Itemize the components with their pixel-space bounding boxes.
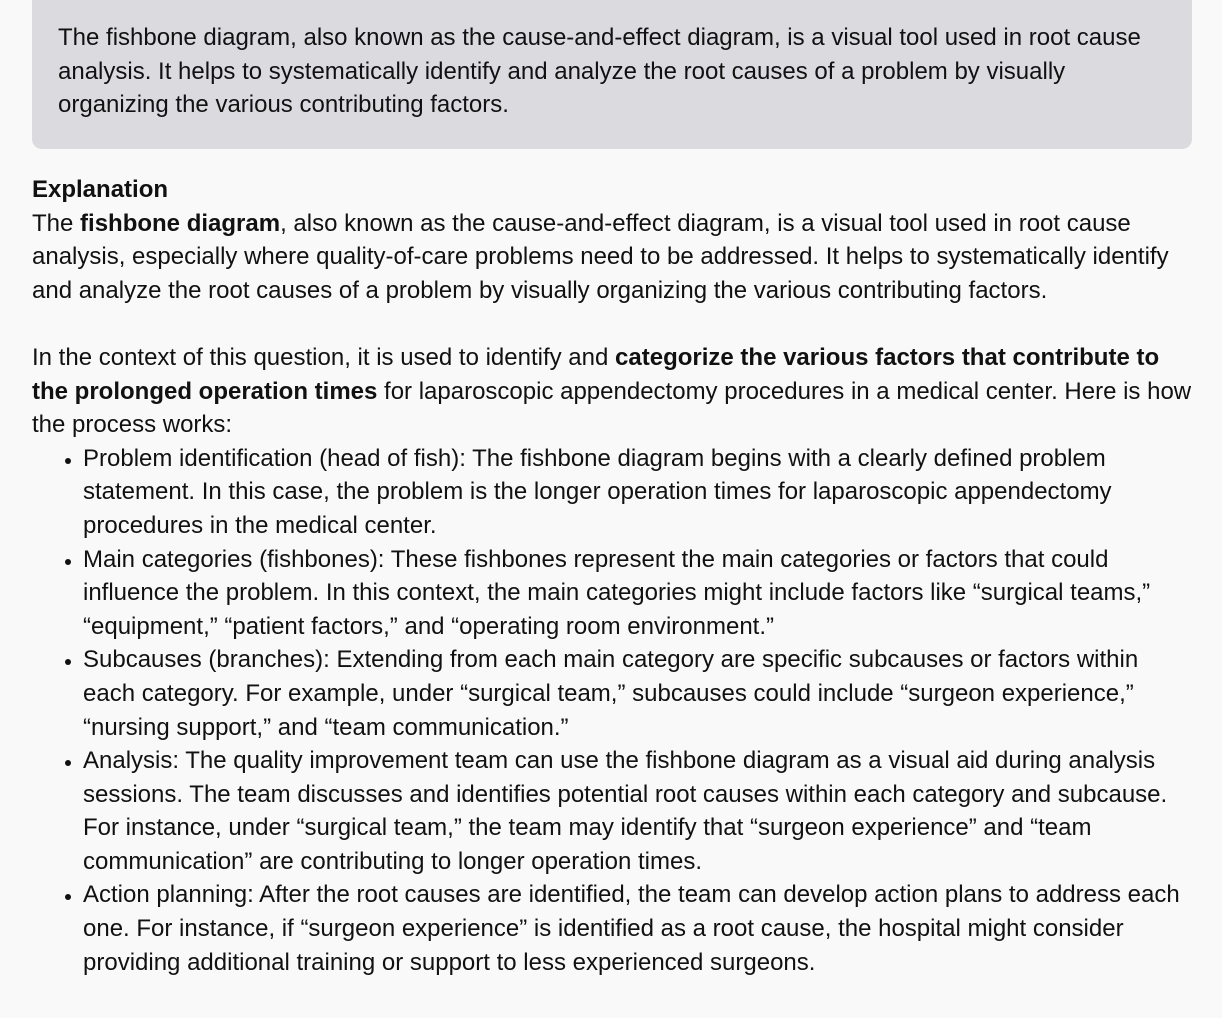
- paragraph-1-text-start: The: [32, 209, 81, 237]
- process-step-analysis: • Analysis: The quality improvement team can use the fishbone diagram as a visual aid during analysis sessions. The team discusses and identifies potential root causes within each category and subcause. For instance, under “surgical team,” the team may identify that “surgeon experience” and “team communication” are contributing to longer operation times.: [83, 744, 1196, 878]
- process-step-subcauses: • Subcauses (branches): Extending from each main category are specific subcauses or factors within each category. For example, under “surgical team,” subcauses could include “surgeon experience,” “nursing support,” and “team communication.”: [83, 643, 1196, 744]
- paragraph-1-text-end: , also known as the cause-and-effect diagram, is a visual tool used in root cause analysis, especially where quality-of-care problems need to be addressed. It helps to systematically identify and analyze the root causes of a problem by visually organizing the various contributing factors.: [32, 209, 1169, 304]
- highlight-text: The fishbone diagram, also known as the cause-and-effect diagram, is a visual tool used in root cause analysis. It helps to systematically identify and analyze the root causes of a problem by visually organizing the various contributing factors.: [58, 24, 1141, 119]
- process-step-main-categories: • Main categories (fishbones): These fishbones represent the main categories or factors that could influence the problem. In this context, the main categories might include factors like “surgical teams,” “equipment,” “patient factors,” and “operating room environment.”: [83, 543, 1196, 644]
- explanation-paragraph-2: [32, 341, 1196, 442]
- correct-answer-highlight: [32, 0, 1192, 149]
- explanation-paragraph-1: [32, 207, 1196, 308]
- process-step-action-planning: • Action planning: After the root causes are identified, the team can develop action plans to address each one. For instance, if “surgeon experience” is identified as a root cause, the hospital might consider providing additional training or support to less experienced surgeons.: [83, 878, 1196, 979]
- paragraph-2-bold-phrase: categorize the various factors that contribute to the prolonged operation times: [32, 343, 1160, 405]
- explanation-heading: Explanation: [32, 176, 169, 203]
- paragraph-1-bold-term: fishbone diagram: [80, 209, 281, 237]
- paragraph-2-text-start: In the context of this question, it is used to identify and: [32, 343, 616, 371]
- paragraph-2-text-end: for laparoscopic appendectomy procedures in a medical center. Here is how the process works:: [32, 377, 1192, 439]
- explanation-section: [32, 173, 1196, 979]
- process-step-problem-identification: • Problem identification (head of fish): The fishbone diagram begins with a clearly defined problem statement. In this case, the problem is the longer operation times for laparoscopic appendectomy procedures in the medical center.: [83, 442, 1196, 543]
- process-steps-list: [32, 442, 1196, 980]
